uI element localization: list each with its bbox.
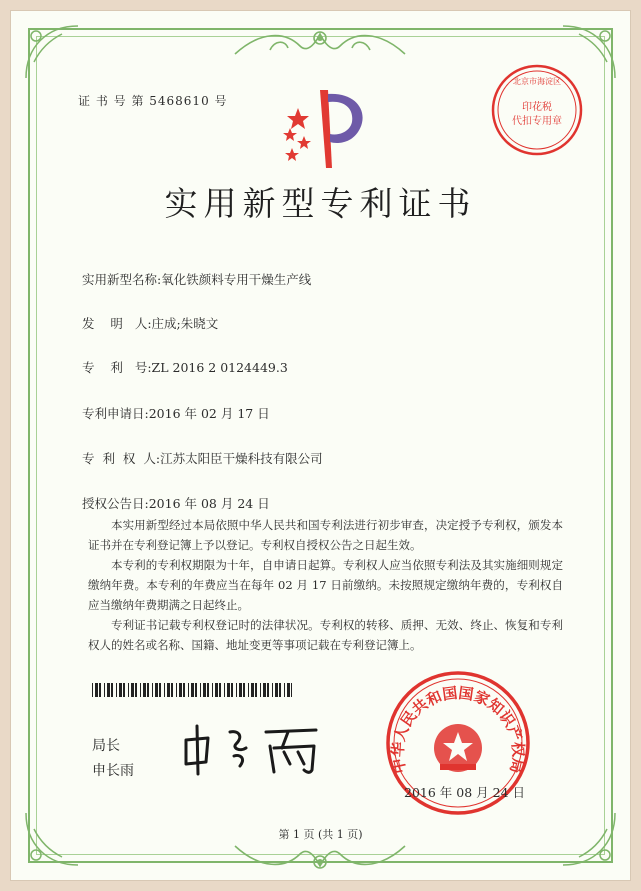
- barcode-bar: [135, 683, 137, 697]
- barcode-bar: [239, 683, 242, 697]
- barcode-bar: [207, 683, 209, 697]
- field-value: 2016 年 02 月 17 日: [148, 406, 270, 421]
- field-utility-model-name: [82, 270, 311, 288]
- barcode-icon: [92, 683, 292, 697]
- barcode-bar: [251, 683, 254, 697]
- barcode-bar: [104, 683, 105, 697]
- barcode-bar: [224, 683, 225, 697]
- barcode-bar: [291, 683, 292, 697]
- barcode-bar: [231, 683, 233, 697]
- barcode-bar: [171, 683, 173, 697]
- field-value: 庄成;朱晓文: [151, 316, 219, 331]
- barcode-bar: [236, 683, 237, 697]
- barcode-bar: [219, 683, 221, 697]
- barcode-bar: [263, 683, 266, 697]
- stamp-ring-text: 北京市海淀区: [513, 77, 561, 86]
- director-name: 申长雨: [92, 763, 134, 779]
- stamp-line-1: 印花税: [522, 102, 552, 113]
- barcode-bar: [200, 683, 201, 697]
- barcode-bar: [167, 683, 170, 697]
- field-label: 专利申请日:: [82, 406, 149, 421]
- barcode-bar: [155, 683, 158, 697]
- body-paragraph: 专利证书记载专利权登记时的法律状况。专利权的转移、质押、无效、终止、恢复和专利权人的姓名或名称、国籍、地址变更等事项记载在专利登记簿上。: [88, 618, 563, 652]
- barcode-bar: [243, 683, 245, 697]
- field-application-date: [82, 404, 270, 422]
- body-paragraph: 本实用新型经过本局依照中华人民共和国专利法进行初步审查，决定授予专利权，颁发本证书并在专利登记簿上予以登记。专利权自授权公告之日起生效。: [88, 518, 563, 552]
- barcode-bar: [279, 683, 281, 697]
- barcode-bar: [275, 683, 278, 697]
- field-label: 发 明 人:: [82, 316, 152, 331]
- barcode-bar: [92, 683, 93, 697]
- body-paragraph: 本专利的专利权期限为十年，自申请日起算。专利权人应当依照专利法及其实施细则规定缴纳年费。本专利的年费应当在每年 02 月 17 日前缴纳。未按照规定缴纳年费的，专利权自应当缴纳年费期满之日起终止。: [88, 558, 563, 612]
- barcode-bar: [116, 683, 117, 697]
- barcode-bar: [99, 683, 101, 697]
- barcode-bar: [119, 683, 122, 697]
- field-label: 专 利 号:: [82, 360, 152, 375]
- field-value: 氧化铁颜料专用干燥生产线: [161, 272, 312, 287]
- director-signature-icon: [178, 718, 328, 778]
- page-number: 第 1 页 (共 1 页): [278, 828, 363, 841]
- field-inventor: [82, 314, 218, 332]
- field-patent-number: [82, 358, 288, 376]
- barcode-bar: [164, 683, 165, 697]
- field-publication-date: [82, 494, 270, 512]
- barcode-bar: [179, 683, 182, 697]
- barcode-bar: [159, 683, 161, 697]
- floral-ornament-bottom: [230, 840, 410, 874]
- barcode-bar: [191, 683, 194, 697]
- tax-stamp-seal-icon: [489, 62, 585, 158]
- barcode-bar: [203, 683, 206, 697]
- barcode-bar: [176, 683, 177, 697]
- barcode-bar: [107, 683, 110, 697]
- barcode-bar: [140, 683, 141, 697]
- barcode-bar: [227, 683, 230, 697]
- seal-date: 2016 年 08 月 24 日: [404, 785, 525, 800]
- certificate-title: 实用新型专利证书: [164, 184, 477, 223]
- barcode-bar: [284, 683, 285, 697]
- barcode-bar: [147, 683, 149, 697]
- barcode-bar: [152, 683, 153, 697]
- floral-ornament-top: [230, 26, 410, 60]
- seal-ring-text: 中华人民共和国国家知识产权局: [388, 683, 528, 776]
- barcode-bar: [248, 683, 249, 697]
- barcode-bar: [123, 683, 125, 697]
- barcode-bar: [287, 683, 290, 697]
- barcode-bar: [215, 683, 218, 697]
- director-title: 局长: [92, 738, 120, 754]
- field-label: 专 利 权 人:: [82, 451, 161, 466]
- barcode-bar: [131, 683, 134, 697]
- field-label: 实用新型名称:: [82, 272, 162, 287]
- barcode-bar: [95, 683, 98, 697]
- barcode-bar: [128, 683, 129, 697]
- field-value: ZL 2016 2 0124449.3: [151, 360, 288, 375]
- barcode-bar: [195, 683, 197, 697]
- field-patentee: [82, 449, 323, 467]
- barcode-bar: [111, 683, 113, 697]
- field-value: 江苏太阳臣干燥科技有限公司: [160, 451, 323, 466]
- field-value: 2016 年 08 月 24 日: [148, 496, 270, 511]
- barcode-bar: [143, 683, 146, 697]
- barcode-bar: [212, 683, 213, 697]
- patent-office-logo-icon: [278, 84, 378, 174]
- floral-ornament-corner-tl: [22, 22, 82, 82]
- certificate-number: 证 书 号 第 5468610 号: [78, 94, 228, 108]
- barcode-bar: [267, 683, 269, 697]
- barcode-bar: [260, 683, 261, 697]
- barcode-bar: [255, 683, 257, 697]
- barcode-bar: [272, 683, 273, 697]
- field-label: 授权公告日:: [82, 496, 149, 511]
- certificate-body: [88, 515, 563, 655]
- stamp-line-2: 代扣专用章: [512, 116, 562, 127]
- barcode-bar: [183, 683, 185, 697]
- barcode-bar: [188, 683, 189, 697]
